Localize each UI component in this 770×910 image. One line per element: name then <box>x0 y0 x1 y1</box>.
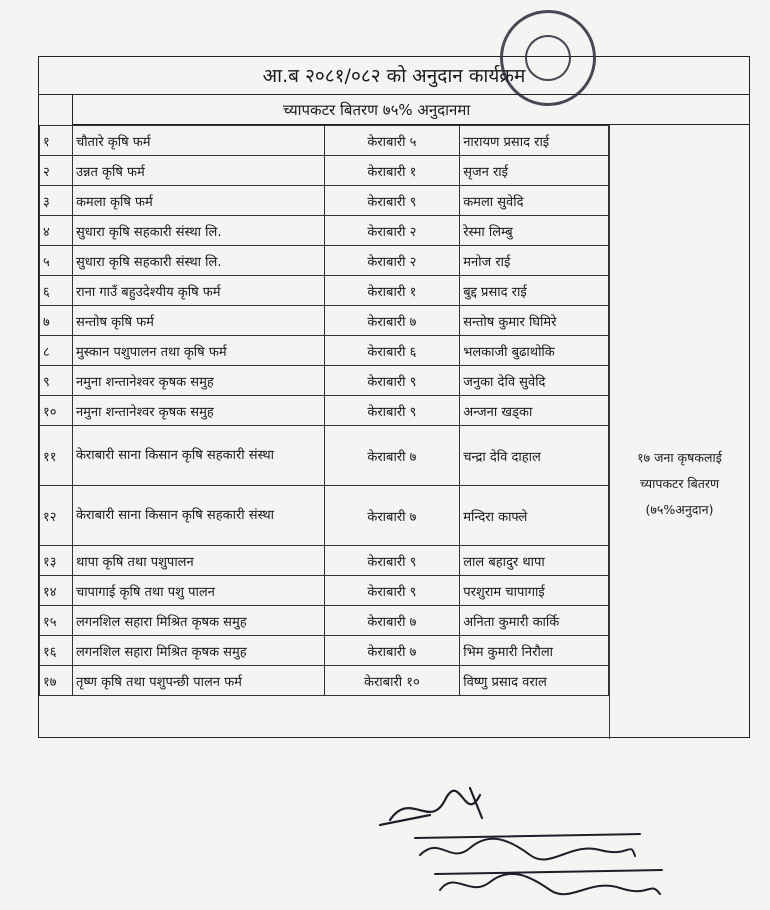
table-row <box>40 306 609 336</box>
document-title: आ.ब २०८१/०८२ को अनुदान कार्यक्रम <box>39 57 749 95</box>
table-row <box>40 336 609 366</box>
serial-number: ५ <box>40 246 73 276</box>
farm-name: केराबारी साना किसान कृषि सहकारी संस्था <box>72 426 324 486</box>
recipient-name: विष्णु प्रसाद वराल <box>460 666 609 696</box>
ward: केराबारी २ <box>324 216 460 246</box>
ward: केराबारी ७ <box>324 636 460 666</box>
serial-number: १५ <box>40 606 73 636</box>
recipient-name: अन्जना खड्का <box>460 396 609 426</box>
serial-number: ४ <box>40 216 73 246</box>
serial-number: १२ <box>40 486 73 546</box>
table-row <box>40 546 609 576</box>
recipient-name: सन्तोष कुमार घिमिरे <box>460 306 609 336</box>
recipient-name: मनोज राई <box>460 246 609 276</box>
serial-number: २ <box>40 156 73 186</box>
serial-number: ७ <box>40 306 73 336</box>
table-row <box>40 486 609 546</box>
table-row <box>40 246 609 276</box>
recipient-name: परशुराम चापागाई <box>460 576 609 606</box>
serial-number: १४ <box>40 576 73 606</box>
ward: केराबारी ५ <box>324 126 460 156</box>
serial-number: ११ <box>40 426 73 486</box>
serial-number: १ <box>40 126 73 156</box>
farm-name: राना गाउँ बहुउदेश्यीय कृषि फर्म <box>72 276 324 306</box>
table-row <box>40 366 609 396</box>
seal-emblem <box>520 30 576 86</box>
recipient-name: भलकाजी बुढाथोकि <box>460 336 609 366</box>
signature-name-stroke <box>415 834 640 859</box>
farm-name: सुधारा कृषि सहकारी संस्था लि. <box>72 246 324 276</box>
recipient-name: मन्दिरा काफ्ले <box>460 486 609 546</box>
recipient-name: बुद्द प्रसाद राई <box>460 276 609 306</box>
ward: केराबारी ७ <box>324 426 460 486</box>
ward: केराबारी १ <box>324 276 460 306</box>
recipient-name: भिम कुमारी निरौला <box>460 636 609 666</box>
serial-number: १७ <box>40 666 73 696</box>
remark-text <box>610 445 749 523</box>
ward: केराबारी ७ <box>324 306 460 336</box>
table-row <box>40 426 609 486</box>
farm-name: सुधारा कृषि सहकारी संस्था लि. <box>72 216 324 246</box>
table-row <box>40 276 609 306</box>
remark-column <box>609 125 749 739</box>
serial-number: ६ <box>40 276 73 306</box>
farm-name: लगनशिल सहारा मिश्रित कृषक समुह <box>72 636 324 666</box>
recipient-name: लाल बहादुर थापा <box>460 546 609 576</box>
remark-line-2: च्यापकटर बितरण <box>639 476 720 491</box>
ward: केराबारी ९ <box>324 396 460 426</box>
farm-name: नमुना शन्तानेश्वर कृषक समुह <box>72 396 324 426</box>
serial-number: १० <box>40 396 73 426</box>
farm-name: थापा कृषि तथा पशुपालन <box>72 546 324 576</box>
ward: केराबारी ९ <box>324 366 460 396</box>
table-row <box>40 636 609 666</box>
ward: केराबारी ९ <box>324 576 460 606</box>
handwritten-signature <box>370 770 690 910</box>
signature-designation-stroke <box>435 870 662 894</box>
recipient-name: अनिता कुमारी कार्कि <box>460 606 609 636</box>
ward: केराबारी १ <box>324 156 460 186</box>
document-sheet <box>38 56 750 738</box>
farm-name: लगनशिल सहारा मिश्रित कृषक समुह <box>72 606 324 636</box>
table-row <box>40 606 609 636</box>
farm-name: सन्तोष कृषि फर्म <box>72 306 324 336</box>
table-row <box>40 576 609 606</box>
farm-name: उन्नत कृषि फर्म <box>72 156 324 186</box>
remark-line-1: १७ जना कृषकलाई <box>637 450 722 465</box>
table-row <box>40 186 609 216</box>
serial-number: ३ <box>40 186 73 216</box>
table-row <box>40 666 609 696</box>
serial-number: ९ <box>40 366 73 396</box>
serial-number: १३ <box>40 546 73 576</box>
table-row <box>40 126 609 156</box>
table-row <box>40 396 609 426</box>
recipient-name: कमला सुवेदि <box>460 186 609 216</box>
table-row <box>40 216 609 246</box>
ward: केराबारी ९ <box>324 186 460 216</box>
ward: केराबारी १० <box>324 666 460 696</box>
farm-name: चौतारे कृषि फर्म <box>72 126 324 156</box>
serial-number: १६ <box>40 636 73 666</box>
recipient-name: नारायण प्रसाद राई <box>460 126 609 156</box>
ward: केराबारी ६ <box>324 336 460 366</box>
farm-name: नमुना शन्तानेश्वर कृषक समुह <box>72 366 324 396</box>
recipient-name: सृजन राई <box>460 156 609 186</box>
serial-number: ८ <box>40 336 73 366</box>
ward: केराबारी ७ <box>324 606 460 636</box>
farm-name: कमला कृषि फर्म <box>72 186 324 216</box>
farm-name: तृष्ण कृषि तथा पशुपन्छी पालन फर्म <box>72 666 324 696</box>
recipient-table <box>39 125 609 696</box>
ward: केराबारी २ <box>324 246 460 276</box>
farm-name: चापागाई कृषि तथा पशु पालन <box>72 576 324 606</box>
recipient-name: चन्द्रा देवि दाहाल <box>460 426 609 486</box>
farm-name: मुस्कान पशुपालन तथा कृषि फर्म <box>72 336 324 366</box>
recipient-name: रेस्मा लिम्बु <box>460 216 609 246</box>
signature-scribble <box>380 788 482 825</box>
document-subtitle: च्यापकटर बितरण ७५% अनुदानमा <box>72 95 749 125</box>
table-row <box>40 156 609 186</box>
remark-line-3: (७५%अनुदान) <box>645 502 714 517</box>
recipient-name: जनुका देवि सुवेदि <box>460 366 609 396</box>
farm-name: केराबारी साना किसान कृषि सहकारी संस्था <box>72 486 324 546</box>
ward: केराबारी ९ <box>324 546 460 576</box>
ward: केराबारी ७ <box>324 486 460 546</box>
